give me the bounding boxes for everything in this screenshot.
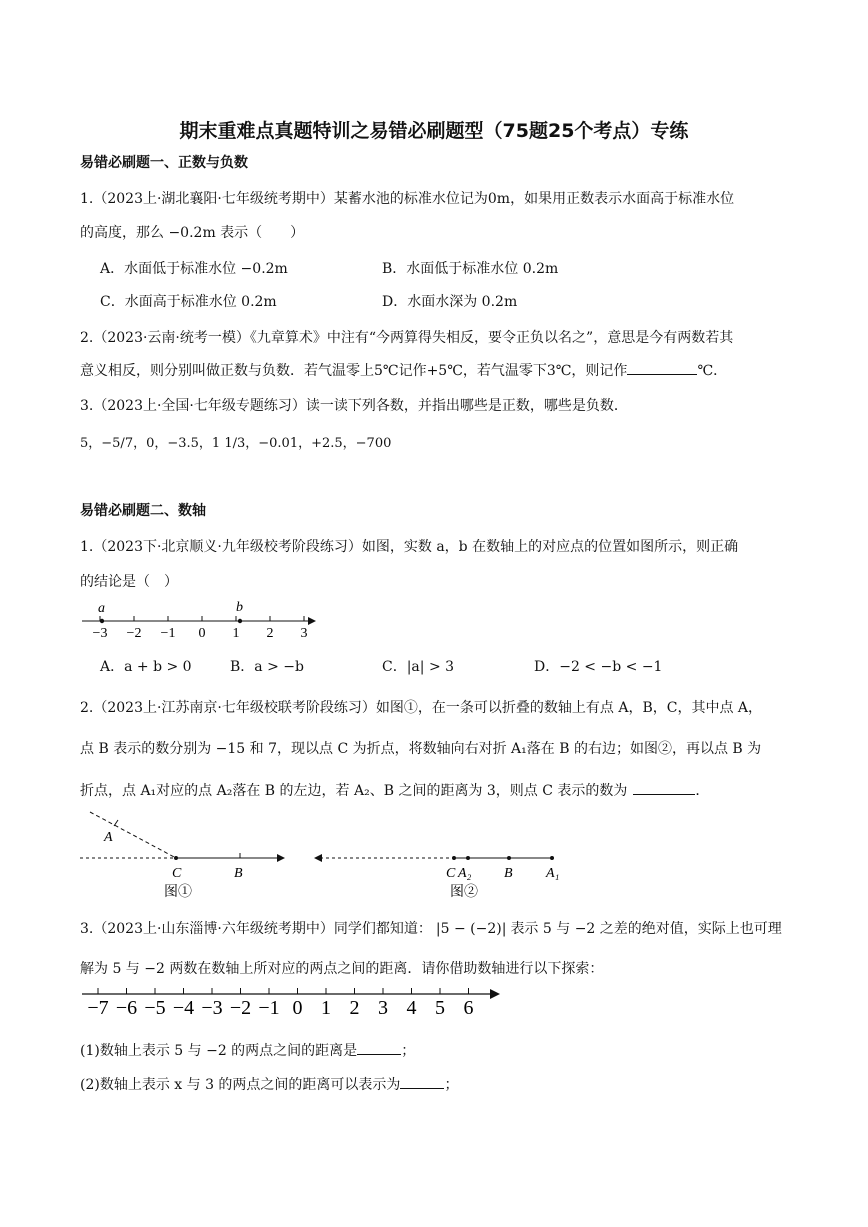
q2-3-line1-pre: 3.（2023上·山东淄博·六年级统考期中）同学们都知道：	[80, 921, 432, 937]
q2-3-line2: 解为 5 与 −2 两数在数轴上所对应的两点之间的距离．请你借助数轴进行以下探索：	[80, 961, 604, 977]
figure-1-caption: 图①	[164, 885, 192, 900]
fold-line	[90, 812, 176, 858]
point-b-label: b	[236, 600, 243, 615]
point-c-dot	[174, 856, 178, 860]
axis-tick-label: 4	[406, 997, 417, 1019]
q2-1-option-c: C．|a| > 3	[382, 659, 455, 675]
answer-blank[interactable]	[357, 1040, 401, 1055]
q1-2-line2	[80, 360, 727, 380]
axis-tick-label: 0	[198, 626, 206, 641]
label-b: B	[234, 866, 243, 881]
axis-arrow	[490, 989, 500, 999]
answer-blank[interactable]	[633, 780, 695, 795]
q2-3-sub2-text: (2)数轴上表示 x 与 3 的两点之间的距离可以表示为	[80, 1077, 401, 1093]
axis-tick-label: −3	[201, 997, 223, 1019]
figure-1-fold	[76, 808, 291, 900]
q2-3-sub1	[80, 1040, 415, 1060]
q2-1-option-a: A．a + b > 0	[100, 659, 192, 675]
point-b-dot	[507, 856, 511, 860]
number-line-ab	[76, 597, 326, 643]
q2-2-line2: 点 B 表示的数分别为 −15 和 7，现以点 C 为折点，将数轴向右对折 A₁落在 B 的右边；如图②，再以点 B 为	[80, 741, 762, 757]
label-a2: A₂	[458, 866, 472, 881]
q2-3-sub2-end: ；	[444, 1077, 459, 1093]
axis-tick-label: −2	[126, 626, 142, 641]
axis-tick-label: −3	[92, 626, 108, 641]
point-b-dot	[238, 619, 242, 623]
point-a2-dot	[466, 856, 470, 860]
axis-tick-label: −2	[229, 997, 252, 1019]
answer-blank[interactable]	[400, 1074, 444, 1089]
q2-1-option-b: B．a > −b	[230, 659, 304, 675]
label-c: C	[172, 866, 182, 881]
q2-3-sub1-end: ；	[401, 1043, 416, 1059]
label-a: A	[104, 830, 113, 845]
axis-tick-label: 2	[266, 626, 274, 641]
q1-2-line1: 2.（2023·云南·统考一模）《九章算术》中注有“今两算得失相反，要令正负以名之”，意思是今有两数若其	[80, 330, 734, 346]
q2-3-sub1-text: (1)数轴上表示 5 与 −2 的两点之间的距离是	[80, 1043, 358, 1059]
q1-1-option-a: A．水面低于标准水位 −0.2m	[100, 261, 288, 277]
axis-tick-label: −4	[172, 997, 195, 1019]
q1-1-line1: 1.（2023上·湖北襄阳·七年级统考期中）某蓄水池的标准水位记为0m，如果用正数表示水面高于标准水位	[80, 191, 735, 207]
q1-3-line1: 3.（2023上·全国·七年级专题练习）读一读下列各数，并指出哪些是正数，哪些是负数．	[80, 398, 628, 414]
axis-tick-label: −1	[160, 626, 176, 641]
q1-1-option-c: C．水面高于标准水位 0.2m	[100, 294, 277, 310]
axis-tick-label: 1	[232, 626, 240, 641]
point-a1-dot	[550, 856, 554, 860]
q2-1-option-d: D．−2 < −b < −1	[534, 659, 663, 675]
axis-arrow	[308, 617, 316, 625]
q2-3-line1-post: 表示 5 与 −2 之差的绝对值，实际上也可理	[510, 921, 782, 937]
axis-tick-label: 3	[300, 626, 308, 641]
label-b: B	[504, 866, 513, 881]
point-a-label: a	[98, 601, 105, 616]
q1-2-line2-end: ℃．	[697, 363, 728, 379]
section-heading-1: 易错必刷题一、正数与负数	[80, 155, 248, 171]
axis-tick-label: 2	[349, 997, 360, 1019]
section-heading-2: 易错必刷题二、数轴	[80, 503, 206, 519]
number-line-large	[76, 980, 506, 1020]
axis-tick-label: −5	[144, 997, 166, 1019]
q2-2-line3-end: ．	[695, 783, 710, 799]
tick-a	[114, 820, 118, 826]
q2-1-line1: 1.（2023下·北京顺义·九年级校考阶段练习）如图，实数 a，b 在数轴上的对应点的位置如图所示，则正确	[80, 539, 739, 555]
axis-tick-label: −1	[258, 997, 280, 1019]
q1-1-line2: 的高度，那么 −0.2m 表示（ ）	[80, 225, 305, 241]
axis-tick-label: 6	[463, 997, 474, 1019]
label-a1: A₁	[546, 866, 560, 881]
answer-blank[interactable]	[627, 360, 697, 375]
abs-expression: |5 − (−2)|	[435, 921, 507, 937]
label-c: C	[446, 866, 456, 881]
page-title: 期末重难点真题特训之易错必刷题型（75题25个考点）专练	[179, 120, 689, 142]
q2-3-line1	[80, 918, 782, 938]
point-a-dot	[100, 619, 104, 623]
q1-1-option-d: D．水面水深为 0.2m	[382, 294, 518, 310]
q2-2-line3-text: 折点，点 A₁对应的点 A₂落在 B 的左边，若 A₂、B 之间的距离为 3，则点 C 表示的数为	[80, 783, 628, 799]
q1-2-line2-text: 意义相反，则分别叫做正数与负数．若气温零上5℃记作+5℃，若气温零下3℃，则记作	[80, 363, 628, 379]
q2-3-sub2	[80, 1074, 458, 1094]
axis-arrow	[277, 854, 285, 862]
axis-tick-label: 1	[321, 997, 331, 1019]
q2-2-line1: 2.（2023上·江苏南京·七年级校联考阶段练习）如图①，在一条可以折叠的数轴上有点 A，B，C，其中点 A，	[80, 700, 763, 716]
axis-tick-label: 0	[292, 997, 303, 1019]
q2-1-line2: 的结论是（ ）	[80, 574, 178, 590]
axis-tick-label: −7	[87, 997, 109, 1019]
figure-2-fold	[310, 808, 572, 900]
axis-tick-label: 3	[378, 997, 388, 1019]
q1-1-option-b: B．水面低于标准水位 0.2m	[382, 261, 559, 277]
figure-2-caption: 图②	[450, 885, 478, 900]
q2-2-line3	[80, 780, 709, 800]
axis-tick-label: 5	[435, 997, 445, 1019]
q1-3-number-list: 5，−5/7，0，−3.5，1 1/3，−0.01，+2.5，−700	[80, 436, 392, 451]
axis-tick-label: −6	[115, 997, 138, 1019]
point-c-dot	[452, 856, 456, 860]
